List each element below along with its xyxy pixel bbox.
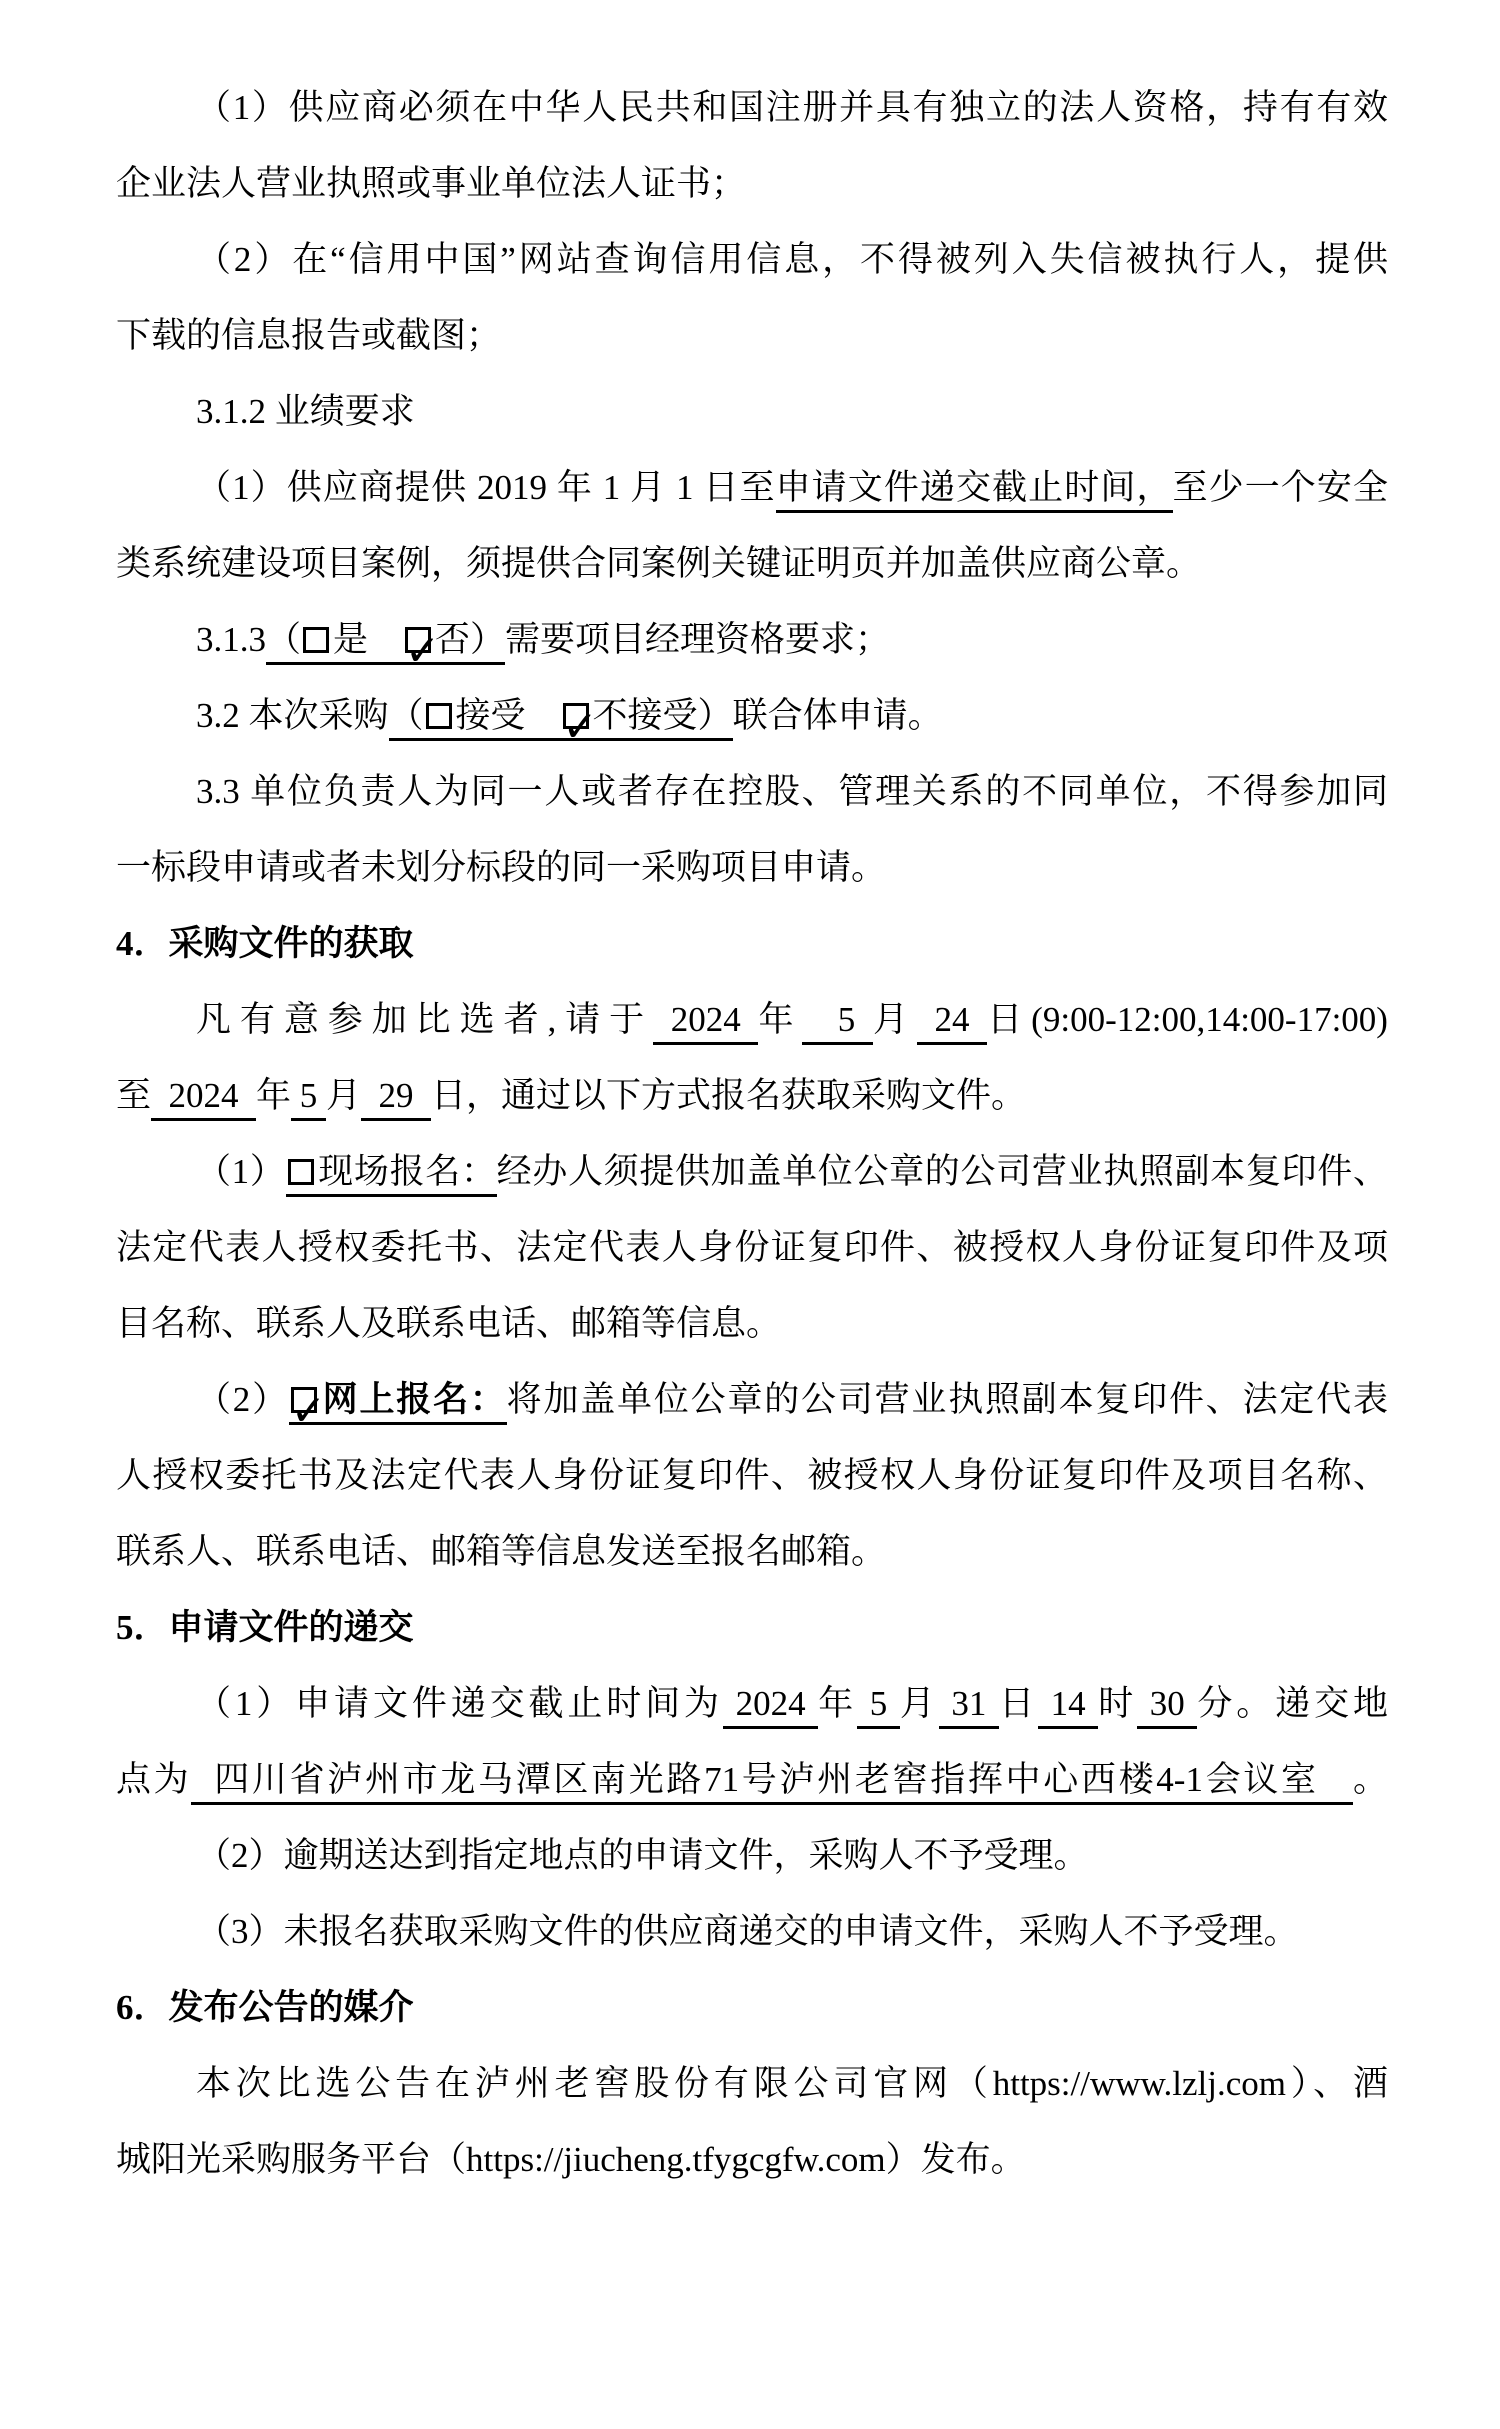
document-line [116,70,1388,146]
underlined-segment [776,468,1173,513]
document-line [116,602,1388,678]
text-run: （1）供应商提供 2019 年 1 月 1 日至 [196,468,776,507]
document-line [116,678,1388,754]
text-run: 2024 [151,1076,257,1115]
underlined-segment [289,1380,507,1425]
text-run: 接受 [455,696,561,735]
text-run: 城阳光采购服务平台（https://jiucheng.tfygcgfw.com）发布。 [116,2140,1026,2179]
text-run: 月 [872,1000,917,1039]
text-run: 5 [857,1684,900,1723]
checkbox-checked-icon [291,1387,317,1413]
document-line [116,146,1388,222]
document-line [116,1438,1388,1514]
text-run: 月 [899,1684,939,1723]
text-run: 法定代表人授权委托书、法定代表人身份证复印件、被授权人身份证复印件及项 [116,1228,1388,1267]
text-run: 5 [802,1000,873,1039]
document-line [116,1514,1388,1590]
document-line [116,830,1388,906]
document-line [116,1286,1388,1362]
text-run: 联系人、联系电话、邮箱等信息发送至报名邮箱。 [116,1532,887,1571]
section-heading [116,1970,1388,2046]
text-run: （ [388,696,424,735]
underlined-segment [857,1684,900,1729]
underlined-segment [361,1076,431,1121]
document-line [116,450,1388,526]
text-run: 至少一个安全 [1172,468,1388,507]
text-run: 日，通过以下方式报名获取采购文件。 [431,1076,1027,1115]
text-run: 将加盖单位公章的公司营业执照副本复印件、法定代表 [506,1380,1388,1419]
text-run: 年 [758,1000,803,1039]
text-run: 24 [916,1000,988,1039]
section-heading [116,1590,1388,1666]
text-run: 目名称、联系人及联系电话、邮箱等信息。 [116,1304,782,1343]
text-run: （2） [196,1380,289,1419]
text-run: 四川省泸州市龙马潭区南光路71号泸州老窖指挥中心西楼4-1会议室 [191,1760,1353,1799]
text-run: 至 [116,1076,152,1115]
text-run: 网上报名： [320,1380,507,1419]
text-run: 2024 [722,1684,819,1723]
document-page [116,70,1388,2198]
underlined-segment [291,1076,326,1121]
text-run: 29 [361,1076,432,1115]
text-run: 3.3 单位负责人为同一人或者存在控股、管理关系的不同单位，不得参加同 [196,772,1388,811]
underlined-segment [1038,1684,1098,1729]
checkbox-checked-icon [405,627,431,653]
document-line [116,526,1388,602]
text-run: （1）供应商必须在中华人民共和国注册并具有独立的法人资格，持有有效 [196,88,1388,127]
text-run: 下载的信息报告或截图； [116,316,502,355]
text-run: 分。递交地 [1197,1684,1388,1723]
text-run: 企业法人营业执照或事业单位法人证书； [116,164,747,203]
document-line [116,1058,1388,1134]
text-run: 3.2 本次采购 [196,696,389,735]
document-line [116,1818,1388,1894]
document-line [116,222,1388,298]
text-run: （3）未报名获取采购文件的供应商递交的申请文件，采购人不予受理。 [196,1912,1299,1951]
text-run: 3.1.2 业绩要求 [196,392,415,431]
checkbox-checked-icon [563,703,589,729]
underlined-segment [802,1000,873,1045]
document-line [116,1210,1388,1286]
underlined-segment [266,620,505,665]
document-line [116,1666,1388,1742]
underlined-segment [723,1684,818,1729]
document-line [116,1134,1388,1210]
text-run: 一标段申请或者未划分标段的同一采购项目申请。 [116,848,887,887]
underlined-segment [1137,1684,1197,1729]
underlined-segment [917,1000,987,1045]
text-run: 需要项目经理资格要求； [505,620,891,659]
text-run: 人授权委托书及法定代表人身份证复印件、被授权人身份证复印件及项目名称、 [116,1456,1388,1495]
text-run: 现场报名： [317,1152,497,1191]
text-run: 经办人须提供加盖单位公章的公司营业执照副本复印件、 [496,1152,1388,1191]
document-line [116,2122,1388,2198]
text-run: 31 [938,1684,1000,1723]
document-line [116,1894,1388,1970]
text-run: 时 [1098,1684,1138,1723]
checkbox-unchecked-icon [426,703,452,729]
checkbox-unchecked-icon [288,1159,314,1185]
section-heading [116,906,1388,982]
text-run: 5 [291,1076,327,1115]
text-run: （ [266,620,302,659]
text-run: 。 [1352,1760,1388,1799]
text-run: 点为 [116,1760,192,1799]
text-run: 联合体申请。 [732,696,943,735]
text-run: （1）申请文件递交截止时间为 [196,1684,723,1723]
text-run: 年 [256,1076,292,1115]
document-line [116,982,1388,1058]
text-run: 不接受） [592,696,733,735]
text-run: 2024 [653,1000,759,1039]
text-run: 月 [326,1076,362,1115]
text-run: 本次比选公告在泸州老窖股份有限公司官网（https://www.lzlj.com）、酒 [196,2064,1388,2103]
underlined-segment [389,696,733,741]
text-run: （2）逾期送达到指定地点的申请文件，采购人不予受理。 [196,1836,1089,1875]
text-run: 凡有意参加比选者,请于 [196,1000,654,1039]
document-line [116,2046,1388,2122]
underlined-segment [191,1760,1353,1805]
document-line [116,298,1388,374]
text-run: 日 [999,1684,1038,1723]
text-run: 日(9:00-12:00,14:00-17:00) [987,1000,1388,1039]
text-run: 否） [435,620,506,659]
text-run: 申请文件递交截止时间， [775,468,1173,507]
text-run: （2）在“信用中国”网站查询信用信息，不得被列入失信被执行人，提供 [196,240,1388,279]
text-run: 14 [1037,1684,1099,1723]
text-run: 5．申请文件的递交 [116,1608,414,1647]
text-run: 4．采购文件的获取 [116,924,414,963]
underlined-segment [286,1152,497,1197]
text-run: 6．发布公告的媒介 [116,1988,414,2027]
text-run: 3.1.3 [196,620,266,659]
text-run: 类系统建设项目案例，须提供合同案例关键证明页并加盖供应商公章。 [116,544,1202,583]
underlined-segment [939,1684,999,1729]
underlined-segment [653,1000,758,1045]
underlined-segment [151,1076,256,1121]
text-run: 30 [1137,1684,1198,1723]
document-line [116,374,1388,450]
text-run: 是 [333,620,404,659]
text-run: （1） [196,1152,286,1191]
checkbox-unchecked-icon [303,627,329,653]
text-run: 年 [818,1684,858,1723]
document-line [116,1742,1388,1818]
document-line [116,754,1388,830]
document-line [116,1362,1388,1438]
